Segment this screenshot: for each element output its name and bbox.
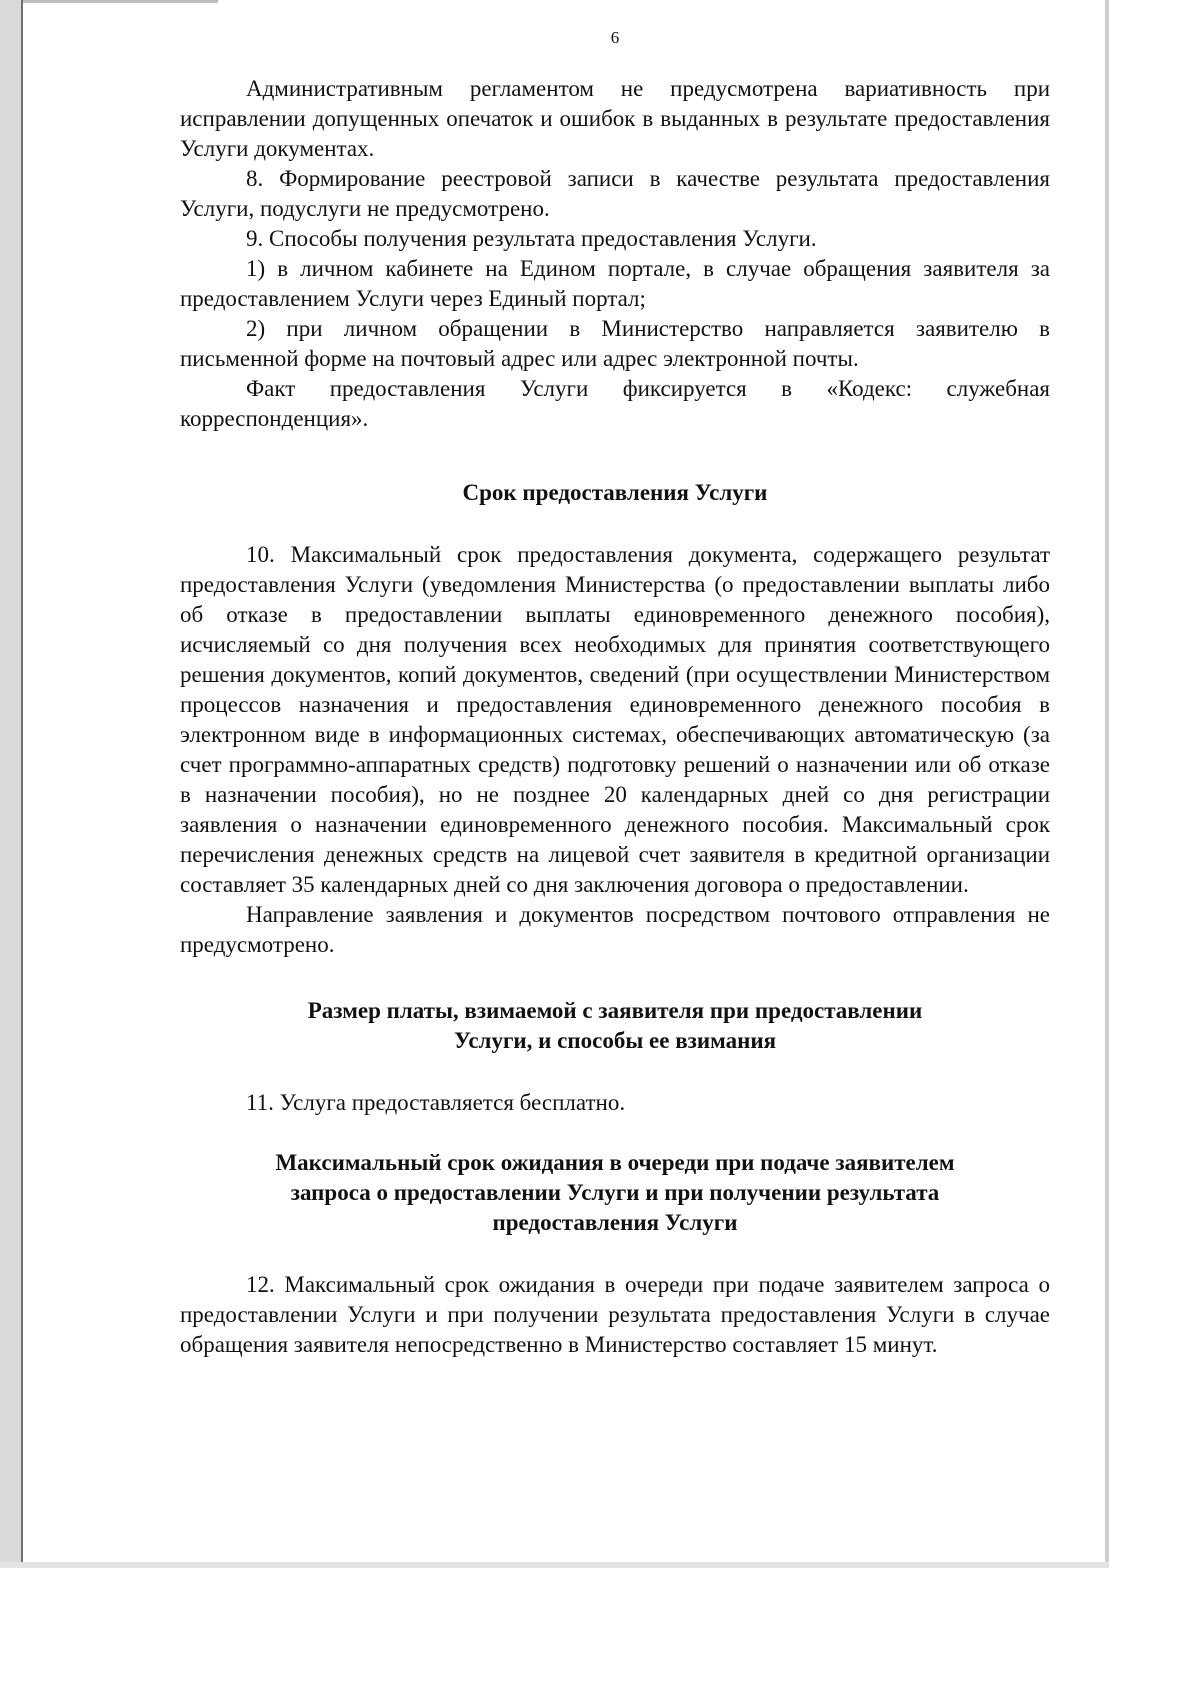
heading-service-term: Срок предоставления Услуги [462, 480, 768, 505]
heading-queue-time [180, 1148, 1050, 1238]
heading-fee-line-2: Услуги, и способы ее взимания [453, 1028, 777, 1053]
page-number: 6 [610, 28, 620, 47]
paragraph-item-12: 12. Максимальный срок ожидания в очереди при подаче заявителем запроса о предоставлении Услуги и при получении результата предоставления Услуги в случае обращения заявителя непосредственно в Министерство составляет 15 минут. [180, 1272, 1050, 1357]
paragraph-kodeks-record: Факт предоставления Услуги фиксируется в «Кодекс: служебная корреспонденция». [180, 376, 1050, 431]
paragraph-item-10: 10. Максимальный срок предоставления документа, содержащего результат предоставления Услуги (уведомления Министерства (о предоставлении выплаты либо об отказе в предоставлении выплаты единовременного денежного пособия), исчисляемый со дня получения всех необходимых для принятия соответствующего решения документов, копий документов, сведений (при осуществлении Министерством процессов назначения и предоставления единовременного денежного пособия в электронном виде в информационных системах, обеспечивающих автоматическую (за счет программно-аппаратных средств) подготовку решений о назначении или об отказе в назначении пособия), но не позднее 20 календарных дней со дня регистрации заявления о назначении единовременного денежного пособия. Максимальный срок перечисления денежных средств на лицевой счет заявителя в кредитной организации составляет 35 календарных дней со дня заключения договора о предоставлении. [180, 542, 1050, 897]
paragraph-item-8: 8. Формирование реестровой записи в качестве результата предоставления Услуги, подуслуги не предусмотрено. [180, 166, 1050, 221]
heading-queue-time-line-2: запроса о предоставлении Услуги и при получении результата [290, 1180, 940, 1205]
scan-left-edge-line [21, 0, 23, 1568]
heading-fee-line-1: Размер платы, взимаемой с заявителя при предоставлении [307, 998, 923, 1023]
paragraph-postal-not-provided: Направление заявления и документов посредством почтового отправления не предусмотрено. [180, 902, 1050, 957]
paragraph-no-variability: Административным регламентом не предусмотрена вариативность при исправлении допущенных опечаток и ошибок в выданных в результате предоставления Услуги документах. [180, 76, 1050, 161]
paragraph-item-9-2: 2) при личном обращении в Министерство направляется заявителю в письменной форме на почтовый адрес или адрес электронной почты. [180, 316, 1050, 371]
heading-queue-time-line-1: Максимальный срок ожидания в очереди при подаче заявителем [275, 1150, 955, 1175]
paragraph-item-9: 9. Способы получения результата предоставления Услуги. [246, 226, 817, 251]
paragraph-item-9-1: 1) в личном кабинете на Едином портале, в случае обращения заявителя за предоставлением Услуги через Единый портал; [180, 256, 1050, 311]
paragraph-item-11: 11. Услуга предоставляется бесплатно. [246, 1090, 626, 1115]
heading-fee [180, 996, 1050, 1056]
scan-right-edge [1105, 0, 1109, 1568]
document-body [180, 74, 1050, 1360]
heading-queue-time-line-3: предоставления Услуги [492, 1210, 738, 1235]
scan-bottom-edge [0, 1562, 1109, 1568]
scan-left-margin [0, 0, 21, 1568]
scan-top-edge [0, 0, 218, 3]
